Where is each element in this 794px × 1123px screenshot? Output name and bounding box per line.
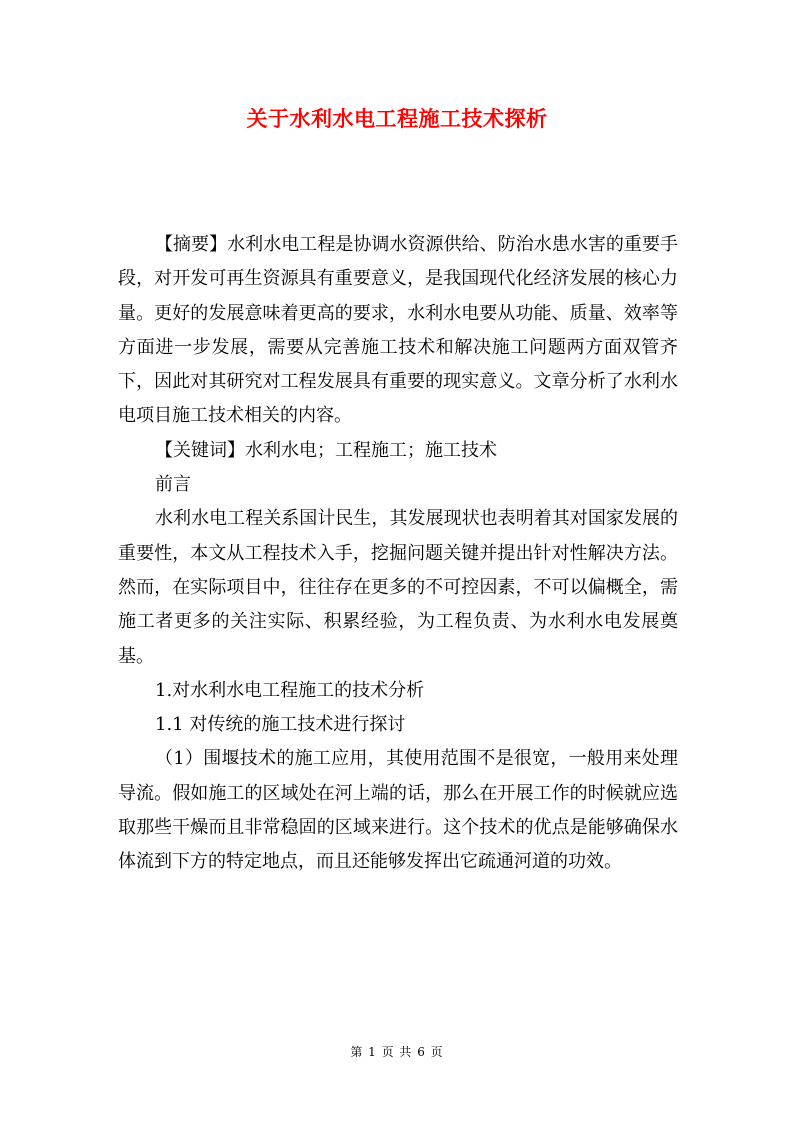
section-heading-1-1: 1.1 对传统的施工技术进行探讨 [155, 714, 406, 736]
page-footer [0, 1043, 794, 1060]
section-heading-1: 1.对水利水电工程施工的技术分析 [155, 679, 425, 701]
document-body [118, 228, 678, 880]
body-paragraph: （1）围堰技术的施工应用，其使用范围不是很宽，一般用来处理导流。假如施工的区域处在河上端的话，那么在开展工作的时候就应选取那些干燥而且非常稳固的区域来进行。这个技术的优点是能够确保水体流到下方的特定地点，而且还能够发挥出它疏通河道的功效。 [118, 748, 678, 873]
keywords-paragraph: 【关键词】水利水电；工程施工；施工技术 [155, 439, 497, 461]
abstract-paragraph: 【摘要】水利水电工程是协调水资源供给、防治水患水害的重要手段，对开发可再生资源具有重要意义，是我国现代化经济发展的核心力量。更好的发展意味着更高的要求，水利水电要从功能、质量、效率等方面进一步发展，需要从完善施工技术和解决施工问题两方面双管齐下，因此对其研究对工程发展具有重要的现实意义。文章分析了水利水电项目施工技术相关的内容。 [118, 234, 678, 427]
preface-paragraph: 水利水电工程关系国计民生，其发展现状也表明着其对国家发展的重要性，本文从工程技术入手，挖掘问题关键并提出针对性解决方法。然而，在实际项目中，往往存在更多的不可控因素，不可以偏概全，需施工者更多的关注实际、积累经验，为工程负责、为水利水电发展奠基。 [118, 508, 678, 667]
document-title: 关于水利水电工程施工技术探析 [246, 106, 548, 131]
preface-heading: 前言 [155, 474, 191, 496]
page-number-label: 第 1 页 共 6 页 [350, 1045, 444, 1059]
